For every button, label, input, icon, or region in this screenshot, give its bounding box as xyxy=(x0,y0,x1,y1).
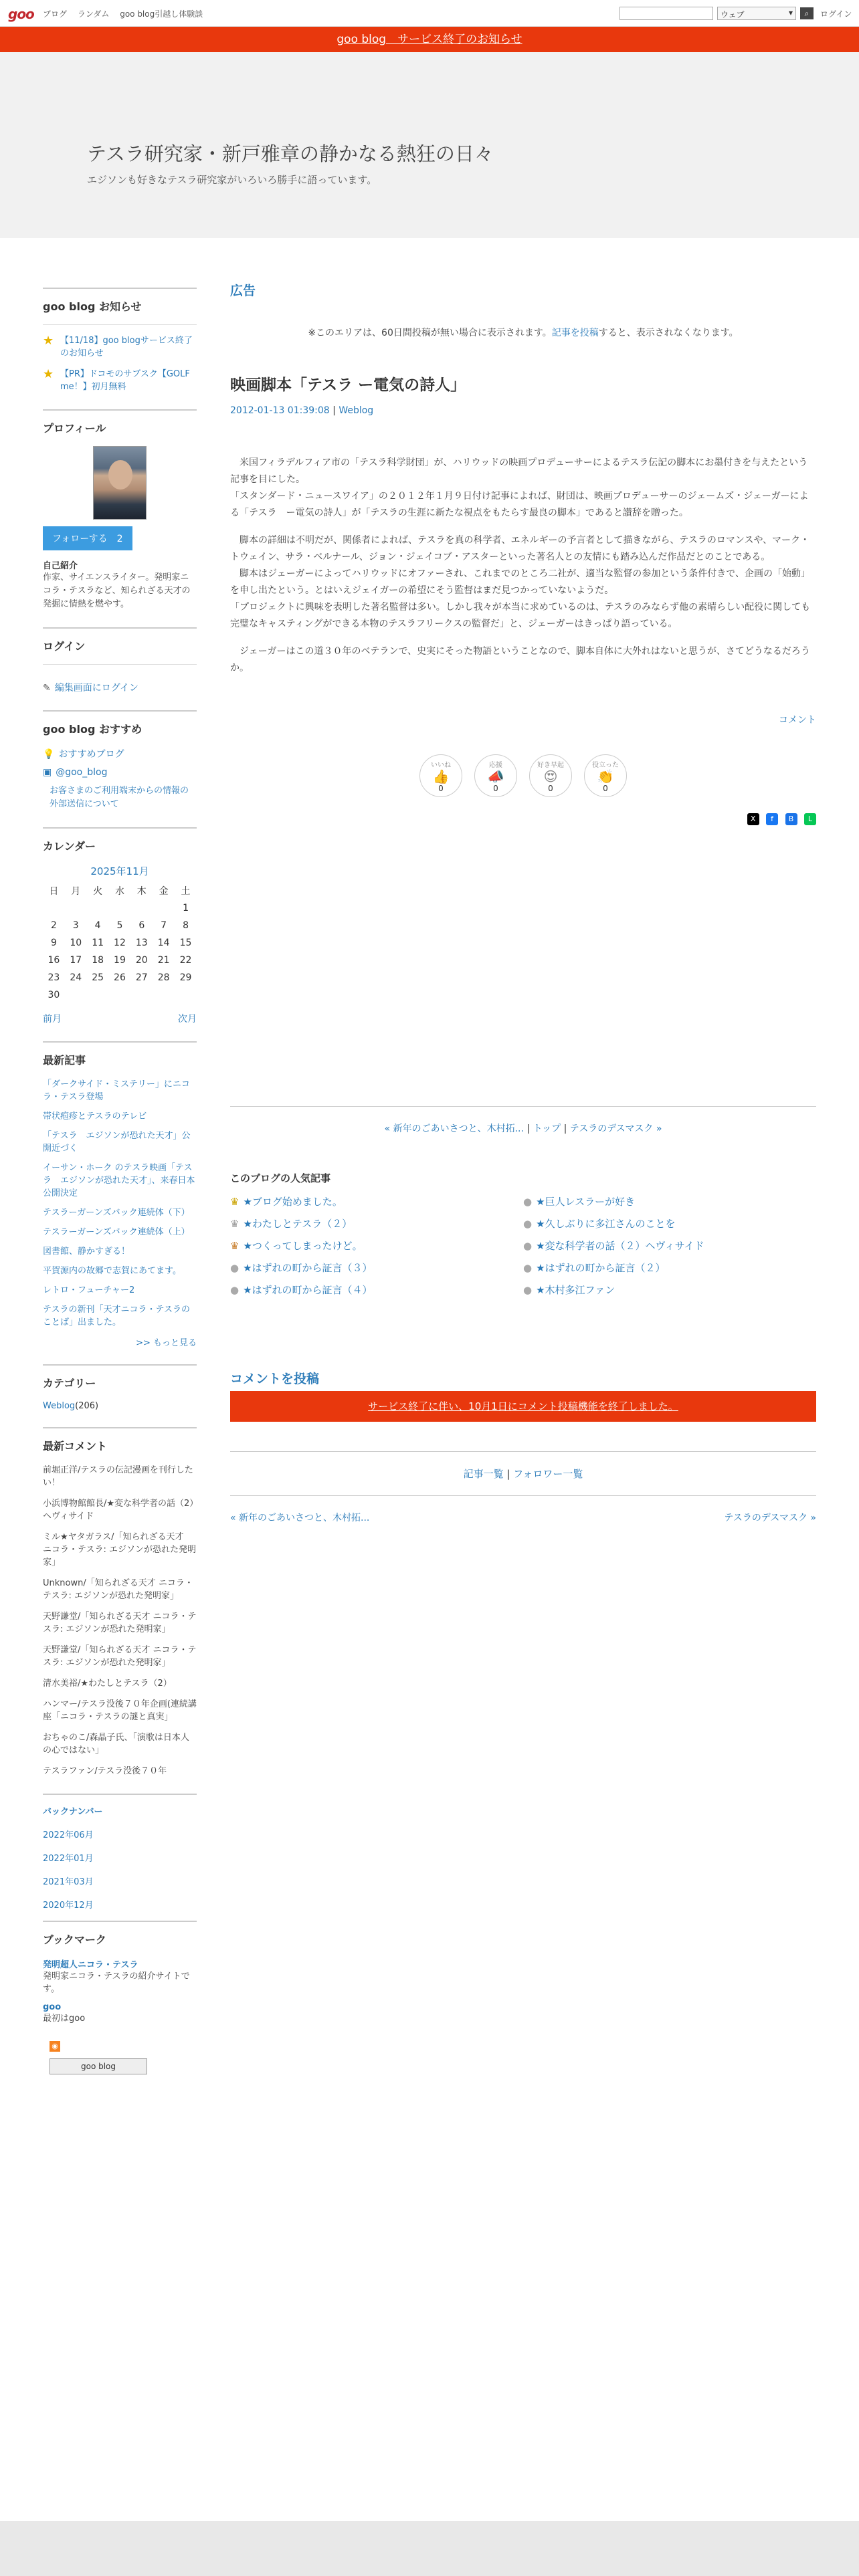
login-box xyxy=(43,664,197,694)
calendar-row xyxy=(43,899,197,917)
category-link[interactable]: Weblog xyxy=(43,1401,76,1411)
main-column xyxy=(230,281,816,1524)
recommend-blog-link[interactable]: おすすめブログ xyxy=(58,749,124,760)
calendar-day: 火 xyxy=(93,886,103,897)
popular-item[interactable] xyxy=(523,1216,816,1230)
bookmark-link[interactable]: 発明超人ニコラ・テスラ xyxy=(43,1960,138,1970)
notices-heading: goo blog お知らせ xyxy=(43,300,142,313)
entry-date[interactable]: 2012-01-13 01:39:08 xyxy=(230,405,330,416)
back-number-link[interactable]: 2021年03月 xyxy=(43,1877,94,1887)
recent-post-link[interactable]: 帯状疱疹とテスラのテレビ xyxy=(43,1111,147,1121)
calendar-section xyxy=(43,827,197,1025)
next-entry-link-bottom[interactable]: テスラのデスマスク » xyxy=(724,1513,816,1523)
calendar-month: 2025年11月 xyxy=(90,865,149,877)
calendar-day xyxy=(43,899,65,917)
calendar-day: 10 xyxy=(70,938,82,948)
rank-dot-icon: ● xyxy=(523,1284,533,1296)
bookmark-link[interactable]: goo xyxy=(43,2002,62,2012)
rank-dot-icon: ● xyxy=(230,1262,240,1274)
search-scope-value: ウェブ xyxy=(721,10,745,19)
bulb-icon: 💡 xyxy=(43,749,55,760)
bronze-crown-icon: ♛ xyxy=(230,1240,240,1252)
calendar-row xyxy=(43,882,197,899)
line-share-icon[interactable]: L xyxy=(804,813,816,825)
entry-meta xyxy=(230,405,816,416)
reaction-label: 好き早起 xyxy=(537,762,564,769)
rank-dot-icon: ● xyxy=(523,1218,533,1230)
pencil-icon: ✎ xyxy=(43,683,51,693)
bookmark-section xyxy=(43,1921,197,2074)
calendar-day xyxy=(153,899,175,917)
megaphone-icon: 📣 xyxy=(487,768,504,784)
calendar-day xyxy=(65,986,87,1004)
ad-note-text: ※このエリアは、60日間投稿が無い場合に表示されます。 xyxy=(308,328,552,338)
calendar-row xyxy=(43,934,197,952)
calendar-day: 8 xyxy=(183,920,189,931)
calendar-row xyxy=(43,986,197,1004)
sidebar xyxy=(43,288,197,2090)
popular-list xyxy=(230,1194,816,1297)
popular-heading: このブログの人気記事 xyxy=(230,1172,331,1184)
reaction-label: いいね xyxy=(431,762,451,769)
popular-item[interactable] xyxy=(230,1261,523,1275)
calendar-day xyxy=(130,899,153,917)
entry-title[interactable]: 映画脚本「テスラ ー電気の詩人」 xyxy=(230,377,466,394)
next-entry-link[interactable]: テスラのデスマスク » xyxy=(569,1123,662,1134)
calendar-day xyxy=(109,899,131,917)
service-end-notice-link[interactable]: goo blog サービス終了のお知らせ xyxy=(337,33,522,46)
calendar-day: 21 xyxy=(157,955,170,966)
reaction-love-button[interactable] xyxy=(529,754,572,797)
ad-note-text-2: すると、表示されなくなります。 xyxy=(598,328,739,338)
comment-closed-link[interactable]: サービス終了に伴い、10月1日にコメント投稿機能を終了しました。 xyxy=(368,1400,678,1412)
comment-link[interactable]: コメント xyxy=(779,715,816,726)
footer xyxy=(0,2521,859,2576)
article-list-link[interactable]: 記事一覧 xyxy=(463,1468,504,1480)
calendar-day: 木 xyxy=(136,886,147,897)
thumbs-up-icon: 👍 xyxy=(432,768,450,784)
top-link-moving[interactable]: goo blog引越し体験談 xyxy=(120,9,203,19)
reaction-buttons xyxy=(230,754,816,797)
x-share-icon[interactable]: X xyxy=(747,813,759,825)
back-number-link[interactable]: 2022年01月 xyxy=(43,1854,94,1864)
recommend-section xyxy=(43,710,197,811)
calendar-day: 11 xyxy=(92,938,104,948)
calendar-table xyxy=(43,882,197,1004)
popular-item[interactable] xyxy=(523,1283,816,1297)
popular-link[interactable]: ★はずれの町から証言（４） xyxy=(243,1284,373,1296)
calendar-day: 29 xyxy=(179,972,192,983)
entry-category-link[interactable]: Weblog xyxy=(339,405,374,416)
search-input[interactable] xyxy=(619,7,713,20)
recent-comment[interactable]: 清水美裕/★わたしとテスラ（2） xyxy=(43,1679,172,1689)
category-item xyxy=(43,1401,197,1411)
recent-comment[interactable]: ハンマー/テスラ没後７０年企画(連続講座「ニコラ・テスラの謎と真実」 xyxy=(43,1699,197,1722)
star-icon: ★ xyxy=(43,334,54,348)
entry-paragraph: ジェーガーはこの道３０年のベテランで、史実にそった物語ということなので、脚本自体に大外れはないと思うが、さてどうなるだろうか。 xyxy=(230,646,810,673)
reaction-count: 0 xyxy=(493,784,498,793)
popular-link[interactable]: ★ブログ始めました。 xyxy=(243,1196,343,1208)
follow-count: 2 xyxy=(116,534,123,544)
comment-closed-banner[interactable] xyxy=(230,1391,816,1422)
blog-title[interactable]: テスラ研究家・新戸雅章の静かなる熱狂の日々 xyxy=(87,142,494,165)
facebook-share-icon[interactable]: f xyxy=(766,813,778,825)
entry-paragraph: 米国フィラデルフィア市の「テスラ科学財団」が、ハリウッドの映画プロデューサーによるテスラ伝記の脚本にお墨付きを与えたという記事を目にした。 「スタンダード・ニュースワイア」の２０１２年１月９日付け記事によれば、財団は、映画プロデューサーのジェームズ・ジェーガーによる「テスラ ー電気の詩人」が「テスラの生涯に新たな視点をもたらす最良の脚本」であると讃辞を贈った。 xyxy=(230,457,809,518)
back-number-section xyxy=(43,1794,197,1911)
recent-comment[interactable]: ミル★ヤタガラス/「知られざる天才 ニコラ・テスラ: エジソンが恐れた発明家」 xyxy=(43,1532,196,1568)
calendar-day: 19 xyxy=(114,955,126,966)
entry-meta-separator: | xyxy=(329,405,339,416)
calendar-day: 土 xyxy=(181,886,191,897)
reaction-label: 役立った xyxy=(592,762,619,769)
post-article-link[interactable]: 記事を投稿 xyxy=(551,328,599,338)
goo-blog-twitter-link[interactable]: @goo_blog xyxy=(56,767,108,778)
entry-navigation: « 新年のごあいさつと、木村拓... | トップ | テスラのデスマスク » xyxy=(230,1106,816,1135)
avatar[interactable] xyxy=(93,446,147,520)
blog-description: エジソンも好きなテスラ研究家がいろいろ勝手に語っています。 xyxy=(87,174,377,186)
recent-post-link[interactable]: テスラーガーンズバック連続体（下） xyxy=(43,1208,190,1218)
calendar-day: 1 xyxy=(183,903,189,914)
calendar-day xyxy=(65,899,87,917)
calendar-row xyxy=(43,952,197,969)
heart-eyes-icon: 😍 xyxy=(543,768,558,784)
entry-body xyxy=(230,455,816,677)
bookmark-description: 発明家ニコラ・テスラの紹介サイトです。 xyxy=(43,1971,190,1994)
back-number-link[interactable]: 2020年12月 xyxy=(43,1901,94,1911)
popular-item[interactable] xyxy=(523,1239,816,1253)
star-icon: ★ xyxy=(43,367,54,381)
notice-item[interactable] xyxy=(43,368,197,393)
self-intro-heading: 自己紹介 xyxy=(43,561,78,571)
back-number-heading: バックナンバー xyxy=(43,1807,103,1817)
edit-login-link[interactable]: 編集画面にログイン xyxy=(54,683,139,693)
search-button[interactable]: ⌕ xyxy=(800,7,814,19)
calendar-day: 25 xyxy=(92,972,104,983)
rss-icon[interactable]: ◉ xyxy=(50,2041,60,2052)
popular-item[interactable] xyxy=(230,1216,523,1230)
recent-post-link[interactable]: テスラーガーンズバック連続体（上） xyxy=(43,1227,190,1237)
recent-comment[interactable]: テスラファン/テスラ没後７０年 xyxy=(43,1766,167,1776)
calendar-day xyxy=(87,899,109,917)
calendar-day: 7 xyxy=(161,920,167,931)
prev-entry-link[interactable]: « 新年のごあいさつと、木村拓... xyxy=(384,1123,524,1134)
popular-link[interactable]: ★つくってしまったけど。 xyxy=(243,1240,363,1252)
calendar-day: 14 xyxy=(157,938,170,948)
top-links xyxy=(43,8,211,19)
edit-login-item[interactable] xyxy=(43,681,197,694)
reaction-label: 応援 xyxy=(489,762,502,769)
silver-crown-icon: ♛ xyxy=(230,1218,240,1230)
recommend-item[interactable] xyxy=(43,747,197,760)
rank-dot-icon: ● xyxy=(523,1262,533,1274)
calendar-day: 2 xyxy=(50,920,57,931)
popular-link[interactable]: ★巨人レスラーが好き xyxy=(536,1196,636,1208)
calendar-day: 3 xyxy=(72,920,79,931)
popular-link[interactable]: ★変な科学者の話（２）ヘヴィサイド xyxy=(536,1240,704,1252)
clap-icon: 👏 xyxy=(597,768,614,784)
recent-comment[interactable]: おちゃのこ/森晶子氏、「演歌は日本人の心ではない」 xyxy=(43,1733,189,1755)
category-section xyxy=(43,1364,197,1411)
notices-list xyxy=(43,324,197,393)
twitter-icon: ▣ xyxy=(43,767,52,778)
rank-dot-icon: ● xyxy=(523,1196,533,1208)
calendar-day xyxy=(175,986,197,1004)
notices-section xyxy=(43,288,197,393)
gold-crown-icon: ♛ xyxy=(230,1196,240,1208)
prev-next-navigation xyxy=(230,1511,816,1524)
self-intro-text: 作家、サイエンスライター。発明家ニコラ・テスラなど、知られざる天才の発掘に情熱を燃やす。 xyxy=(43,572,191,609)
calendar-next-link[interactable]: 次月 xyxy=(178,1014,197,1025)
popular-item[interactable] xyxy=(523,1261,816,1275)
calendar-day: 15 xyxy=(179,938,192,948)
recent-post-link[interactable]: テスラの新刊「天才ニコラ・テスラのことば」出ました。 xyxy=(43,1305,190,1327)
recent-comments-section xyxy=(43,1427,197,1778)
top-bar xyxy=(0,0,859,27)
calendar-day: 20 xyxy=(135,955,148,966)
reaction-helpful-button[interactable] xyxy=(584,754,627,797)
recent-post-link[interactable]: 「ダークサイド・ミステリー」にニコラ・テスラ登場 xyxy=(43,1079,190,1102)
popular-item[interactable] xyxy=(523,1194,816,1208)
popular-link[interactable]: ★木村多江ファン xyxy=(536,1284,615,1296)
rank-dot-icon: ● xyxy=(230,1284,240,1296)
calendar-row xyxy=(43,917,197,934)
post-comment-heading: コメントを投稿 xyxy=(230,1372,320,1386)
external-transmission-link[interactable]: お客さまのご利用端末からの情報の外部送信について xyxy=(50,786,189,809)
popular-link[interactable]: ★わたしとテスラ（２） xyxy=(243,1218,353,1230)
calendar-day: 28 xyxy=(157,972,170,983)
bookmark-description: 最初はgoo xyxy=(43,2014,86,2024)
calendar-day: 12 xyxy=(114,938,126,948)
calendar-day: 23 xyxy=(47,972,60,983)
category-count: (206) xyxy=(75,1401,99,1411)
notice-link[interactable]: 【11/18】goo blogサービス終了のお知らせ xyxy=(60,336,193,358)
calendar-day: 日 xyxy=(49,886,59,897)
calendar-day: 17 xyxy=(70,955,82,966)
calendar-day xyxy=(130,986,153,1004)
bookmark-heading: ブックマーク xyxy=(43,1933,106,1946)
popular-item[interactable] xyxy=(230,1239,523,1253)
blog-header xyxy=(0,52,859,238)
top-link[interactable]: トップ xyxy=(533,1123,561,1134)
recent-posts-section xyxy=(43,1041,197,1348)
calendar-day: 13 xyxy=(135,938,148,948)
calendar-row xyxy=(43,969,197,986)
follow-button[interactable] xyxy=(43,526,132,550)
calendar-heading: カレンダー xyxy=(43,840,96,853)
calendar-nav xyxy=(43,1012,197,1025)
back-number-link[interactable]: 2022年06月 xyxy=(43,1830,94,1840)
recent-posts-heading: 最新記事 xyxy=(43,1054,86,1067)
recent-post-link[interactable]: 図書館、静かすぎる！ xyxy=(43,1247,130,1257)
calendar-day xyxy=(109,986,131,1004)
follow-label: フォローする xyxy=(52,534,108,544)
list-links: 記事一覧 | フォロワー一覧 xyxy=(230,1451,816,1496)
goo-logo[interactable]: goo xyxy=(8,6,34,22)
ad-note xyxy=(230,326,816,339)
service-end-notice-bar[interactable] xyxy=(0,27,859,52)
calendar-day: 24 xyxy=(70,972,82,983)
recent-comments-heading: 最新コメント xyxy=(43,1440,108,1453)
calendar-prev-link[interactable]: 前月 xyxy=(43,1014,62,1025)
prev-entry-link-bottom[interactable]: « 新年のごあいさつと、木村拓... xyxy=(230,1513,370,1523)
rank-dot-icon: ● xyxy=(523,1240,533,1252)
calendar-day: 18 xyxy=(92,955,104,966)
recommend-heading: goo blog おすすめ xyxy=(43,723,142,736)
recent-post-link[interactable]: 「テスラ エジソンが恐れた天才」公開近づく xyxy=(43,1131,191,1154)
profile-section xyxy=(43,409,197,611)
reaction-count: 0 xyxy=(548,784,553,793)
calendar-day: 金 xyxy=(159,886,169,897)
recent-comment[interactable]: 小浜博物館館長/★変な科学者の話（2）ヘヴィサイド xyxy=(43,1499,194,1521)
top-link-blog[interactable]: ブログ xyxy=(43,9,68,19)
recent-comment[interactable]: 天野謙堂/「知られざる天才 ニコラ・テスラ: エジソンが恐れた発明家」 xyxy=(43,1645,197,1668)
popular-link[interactable]: ★久しぶりに多江さんのことを xyxy=(536,1218,676,1230)
calendar-day: 16 xyxy=(47,955,60,966)
popular-link[interactable]: ★はずれの町から証言（３） xyxy=(243,1262,373,1274)
popular-item[interactable] xyxy=(230,1194,523,1208)
calendar-day xyxy=(153,986,175,1004)
calendar-day: 4 xyxy=(94,920,101,931)
calendar-day: 22 xyxy=(179,955,192,966)
search-scope-select[interactable] xyxy=(717,7,796,20)
share-buttons xyxy=(230,813,816,825)
calendar-day: 月 xyxy=(71,886,81,897)
notice-link[interactable]: 【PR】ドコモのサブスク【GOLF me！】初月無料 xyxy=(60,369,190,392)
popular-link[interactable]: ★はずれの町から証言（２） xyxy=(536,1262,666,1274)
reaction-cheer-button[interactable] xyxy=(474,754,517,797)
calendar-day: 30 xyxy=(47,990,60,1000)
hatena-share-icon[interactable]: B xyxy=(785,813,797,825)
calendar-day: 27 xyxy=(135,972,148,983)
recent-post-link[interactable]: イーサン・ホーク のテスラ映画「テスラ エジソンが恐れた天才」、来春日本公開決定 xyxy=(43,1163,195,1198)
calendar-day: 9 xyxy=(50,938,57,948)
goo-blog-badge[interactable]: goo blog xyxy=(50,2058,147,2074)
reaction-count: 0 xyxy=(438,784,444,793)
login-heading: ログイン xyxy=(43,640,86,653)
recent-post-link[interactable]: 平賀源内の故郷で志賀にあてます。 xyxy=(43,1266,181,1276)
ad-heading: 広告 xyxy=(230,284,256,298)
recent-post-link[interactable]: レトロ・フューチャー2 xyxy=(43,1285,135,1295)
calendar-day: 26 xyxy=(114,972,126,983)
calendar-day: 6 xyxy=(138,920,145,931)
profile-heading: プロフィール xyxy=(43,422,106,435)
login-section xyxy=(43,627,197,694)
reaction-count: 0 xyxy=(603,784,608,793)
recent-comment[interactable]: 天野謙堂/「知られざる天才 ニコラ・テスラ: エジソンが恐れた発明家」 xyxy=(43,1612,197,1634)
top-link-random[interactable]: ランダム xyxy=(77,9,110,19)
reaction-like-button[interactable] xyxy=(419,754,462,797)
notice-item[interactable] xyxy=(43,334,197,360)
category-heading: カテゴリー xyxy=(43,1377,96,1390)
calendar-day: 5 xyxy=(116,920,123,931)
follower-list-link[interactable]: フォロワー一覧 xyxy=(513,1468,583,1480)
login-link[interactable]: ログイン xyxy=(820,9,852,19)
calendar-day: 水 xyxy=(114,886,124,897)
calendar-day xyxy=(87,986,109,1004)
more-posts-link[interactable]: >> もっと見る xyxy=(136,1338,197,1348)
popular-item[interactable] xyxy=(230,1283,523,1297)
recent-comment[interactable]: 前堀正洋/テスラの伝記漫画を刊行したい！ xyxy=(43,1465,193,1488)
recent-comment[interactable]: Unknown/「知られざる天才 ニコラ・テスラ: エジソンが恐れた発明家」 xyxy=(43,1578,193,1601)
recommend-item[interactable] xyxy=(43,767,197,778)
entry-paragraph: 脚本の詳細は不明だが、関係者によれば、テスラを真の科学者、エネルギーの予言者として描きながら、テスラのロマンスや、マーク・トウェイン、サラ・ベルナール、ジョン・ジェイコブ・アスターといった著名人との友情にも踏み込んだ作品だとのことである。 脚本はジェーガーによってハリウッドにオファーされ、これまでのところ二社が、適当な監督の参加という条件付きで、企画の「始動」を申し出たという。とはいえジェイガーの希望にそう監督はまだ見つかっていないようだ。 「プロジェクトに興味を表明した著名監督は多い。しかし我々が本当に求めているのは、テスラのみならず他の素晴らしい配役に関しても完璧なキャスティングができる本物のテスラフリークスの監督だ」と、ジェーガーはきっぱり語っている。 xyxy=(230,535,811,629)
